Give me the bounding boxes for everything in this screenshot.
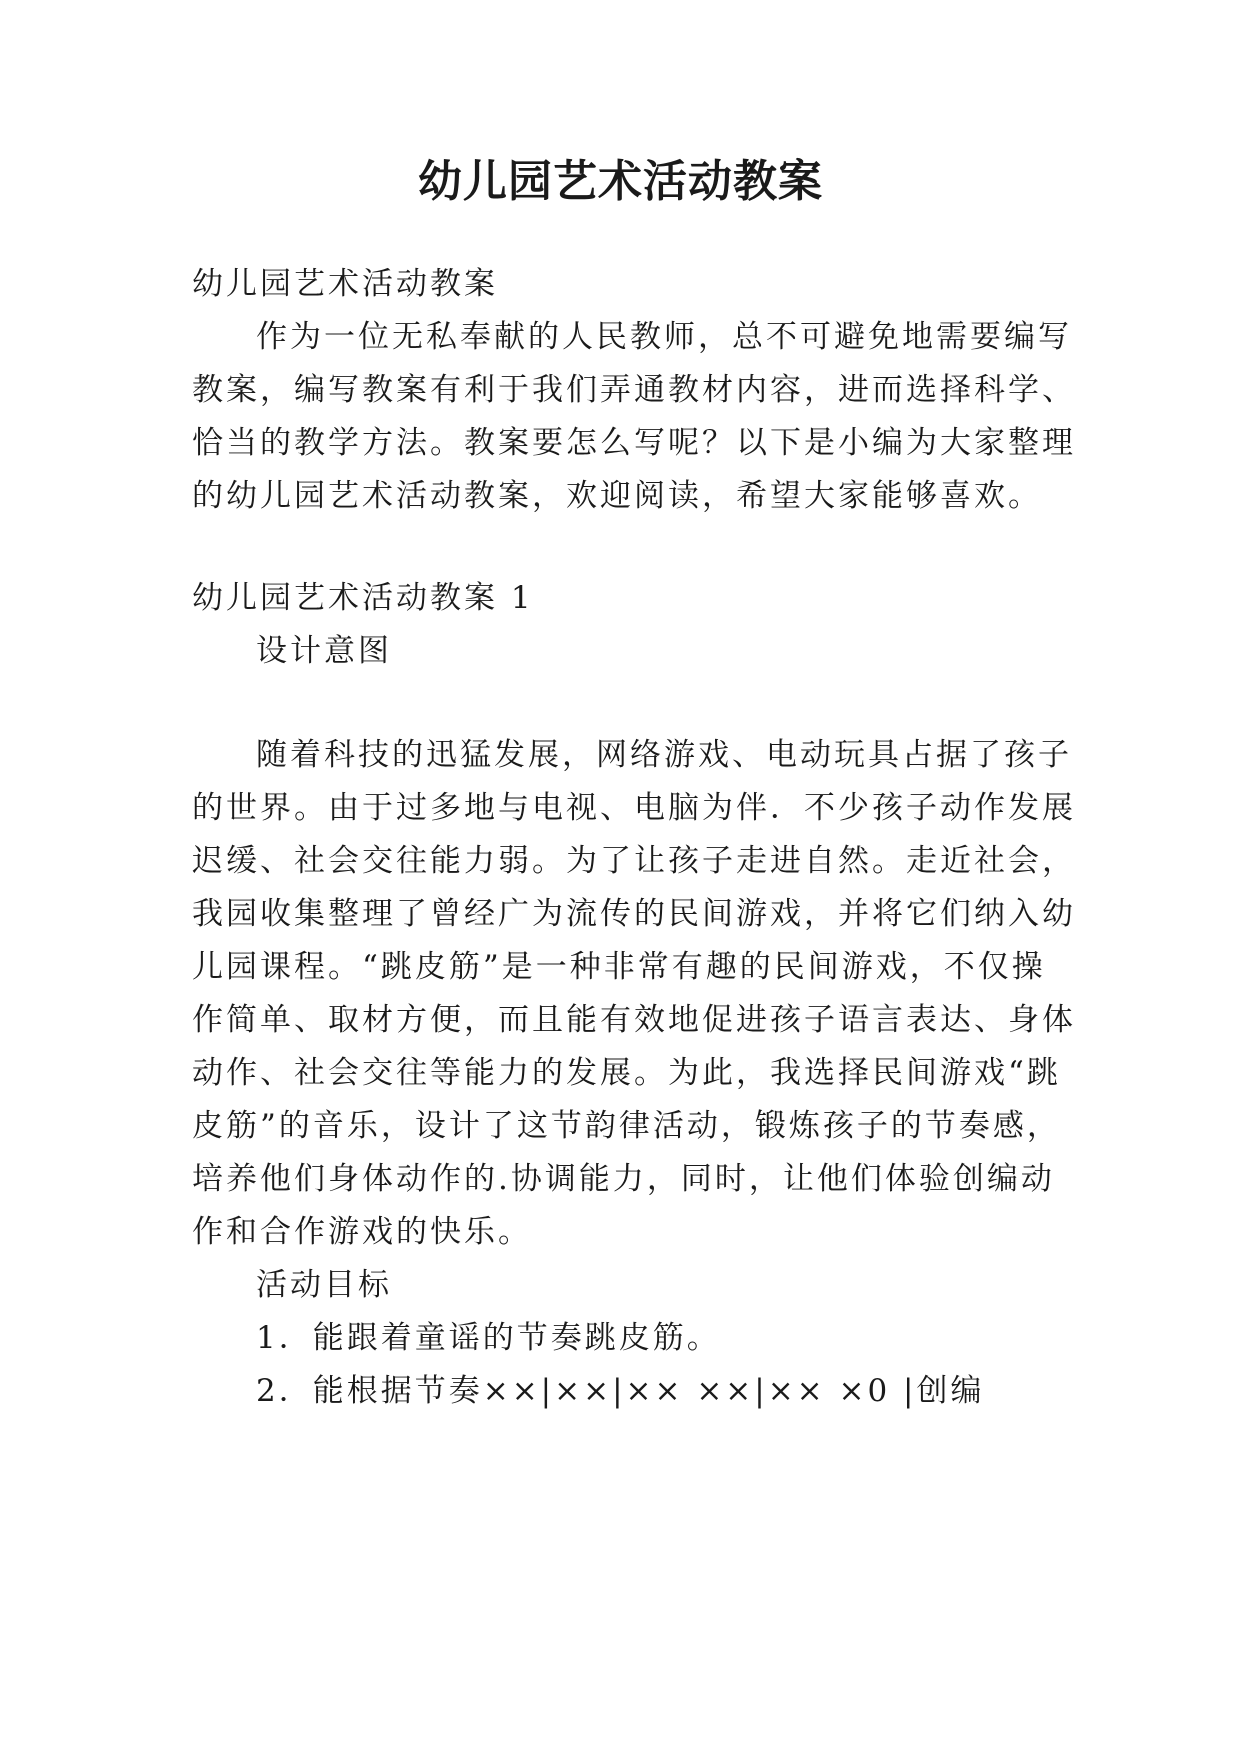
section-heading: 幼儿园艺术活动教案 1 (192, 580, 534, 616)
intro-line: 的幼儿园艺术活动教案，欢迎阅读，希望大家能够喜欢。 (192, 478, 1042, 514)
goal-item: 2．能根据节奏××|××|×× ××|×× ×0 |创编 (256, 1373, 985, 1409)
design-line: 作简单、取材方便，而且能有效地促进孩子语言表达、身体 (192, 1002, 1076, 1038)
design-line: 儿园课程。“跳皮筋”是一种非常有趣的民间游戏，不仅操 (192, 949, 1046, 985)
subtitle: 幼儿园艺术活动教案 (192, 266, 498, 302)
design-line: 作和合作游戏的快乐。 (192, 1214, 532, 1250)
intro-line: 恰当的教学方法。教案要怎么写呢？以下是小编为大家整理 (192, 425, 1076, 461)
document-title: 幼儿园艺术活动教案 (418, 156, 823, 207)
intro-line: 作为一位无私奉献的人民教师，总不可避免地需要编写 (256, 319, 1072, 355)
goal-item: 1．能跟着童谣的节奏跳皮筋。 (256, 1320, 721, 1356)
design-line: 随着科技的迅猛发展，网络游戏、电动玩具占据了孩子 (256, 737, 1072, 773)
design-line: 我园收集整理了曾经广为流传的民间游戏，并将它们纳入幼 (192, 896, 1076, 932)
design-heading: 设计意图 (256, 633, 392, 669)
goals-heading: 活动目标 (256, 1267, 392, 1303)
design-line: 皮筋”的音乐，设计了这节韵律活动，锻炼孩子的节奏感， (192, 1108, 1061, 1144)
intro-line: 教案，编写教案有利于我们弄通教材内容，进而选择科学、 (192, 372, 1076, 408)
design-line: 动作、社会交往等能力的发展。为此，我选择民间游戏“跳 (192, 1055, 1061, 1091)
design-line: 迟缓、社会交往能力弱。为了让孩子走进自然。走近社会， (192, 843, 1076, 879)
design-line: 的世界。由于过多地与电视、电脑为伴．不少孩子动作发展 (192, 790, 1076, 826)
design-line: 培养他们身体动作的.协调能力，同时，让他们体验创编动 (192, 1161, 1055, 1197)
